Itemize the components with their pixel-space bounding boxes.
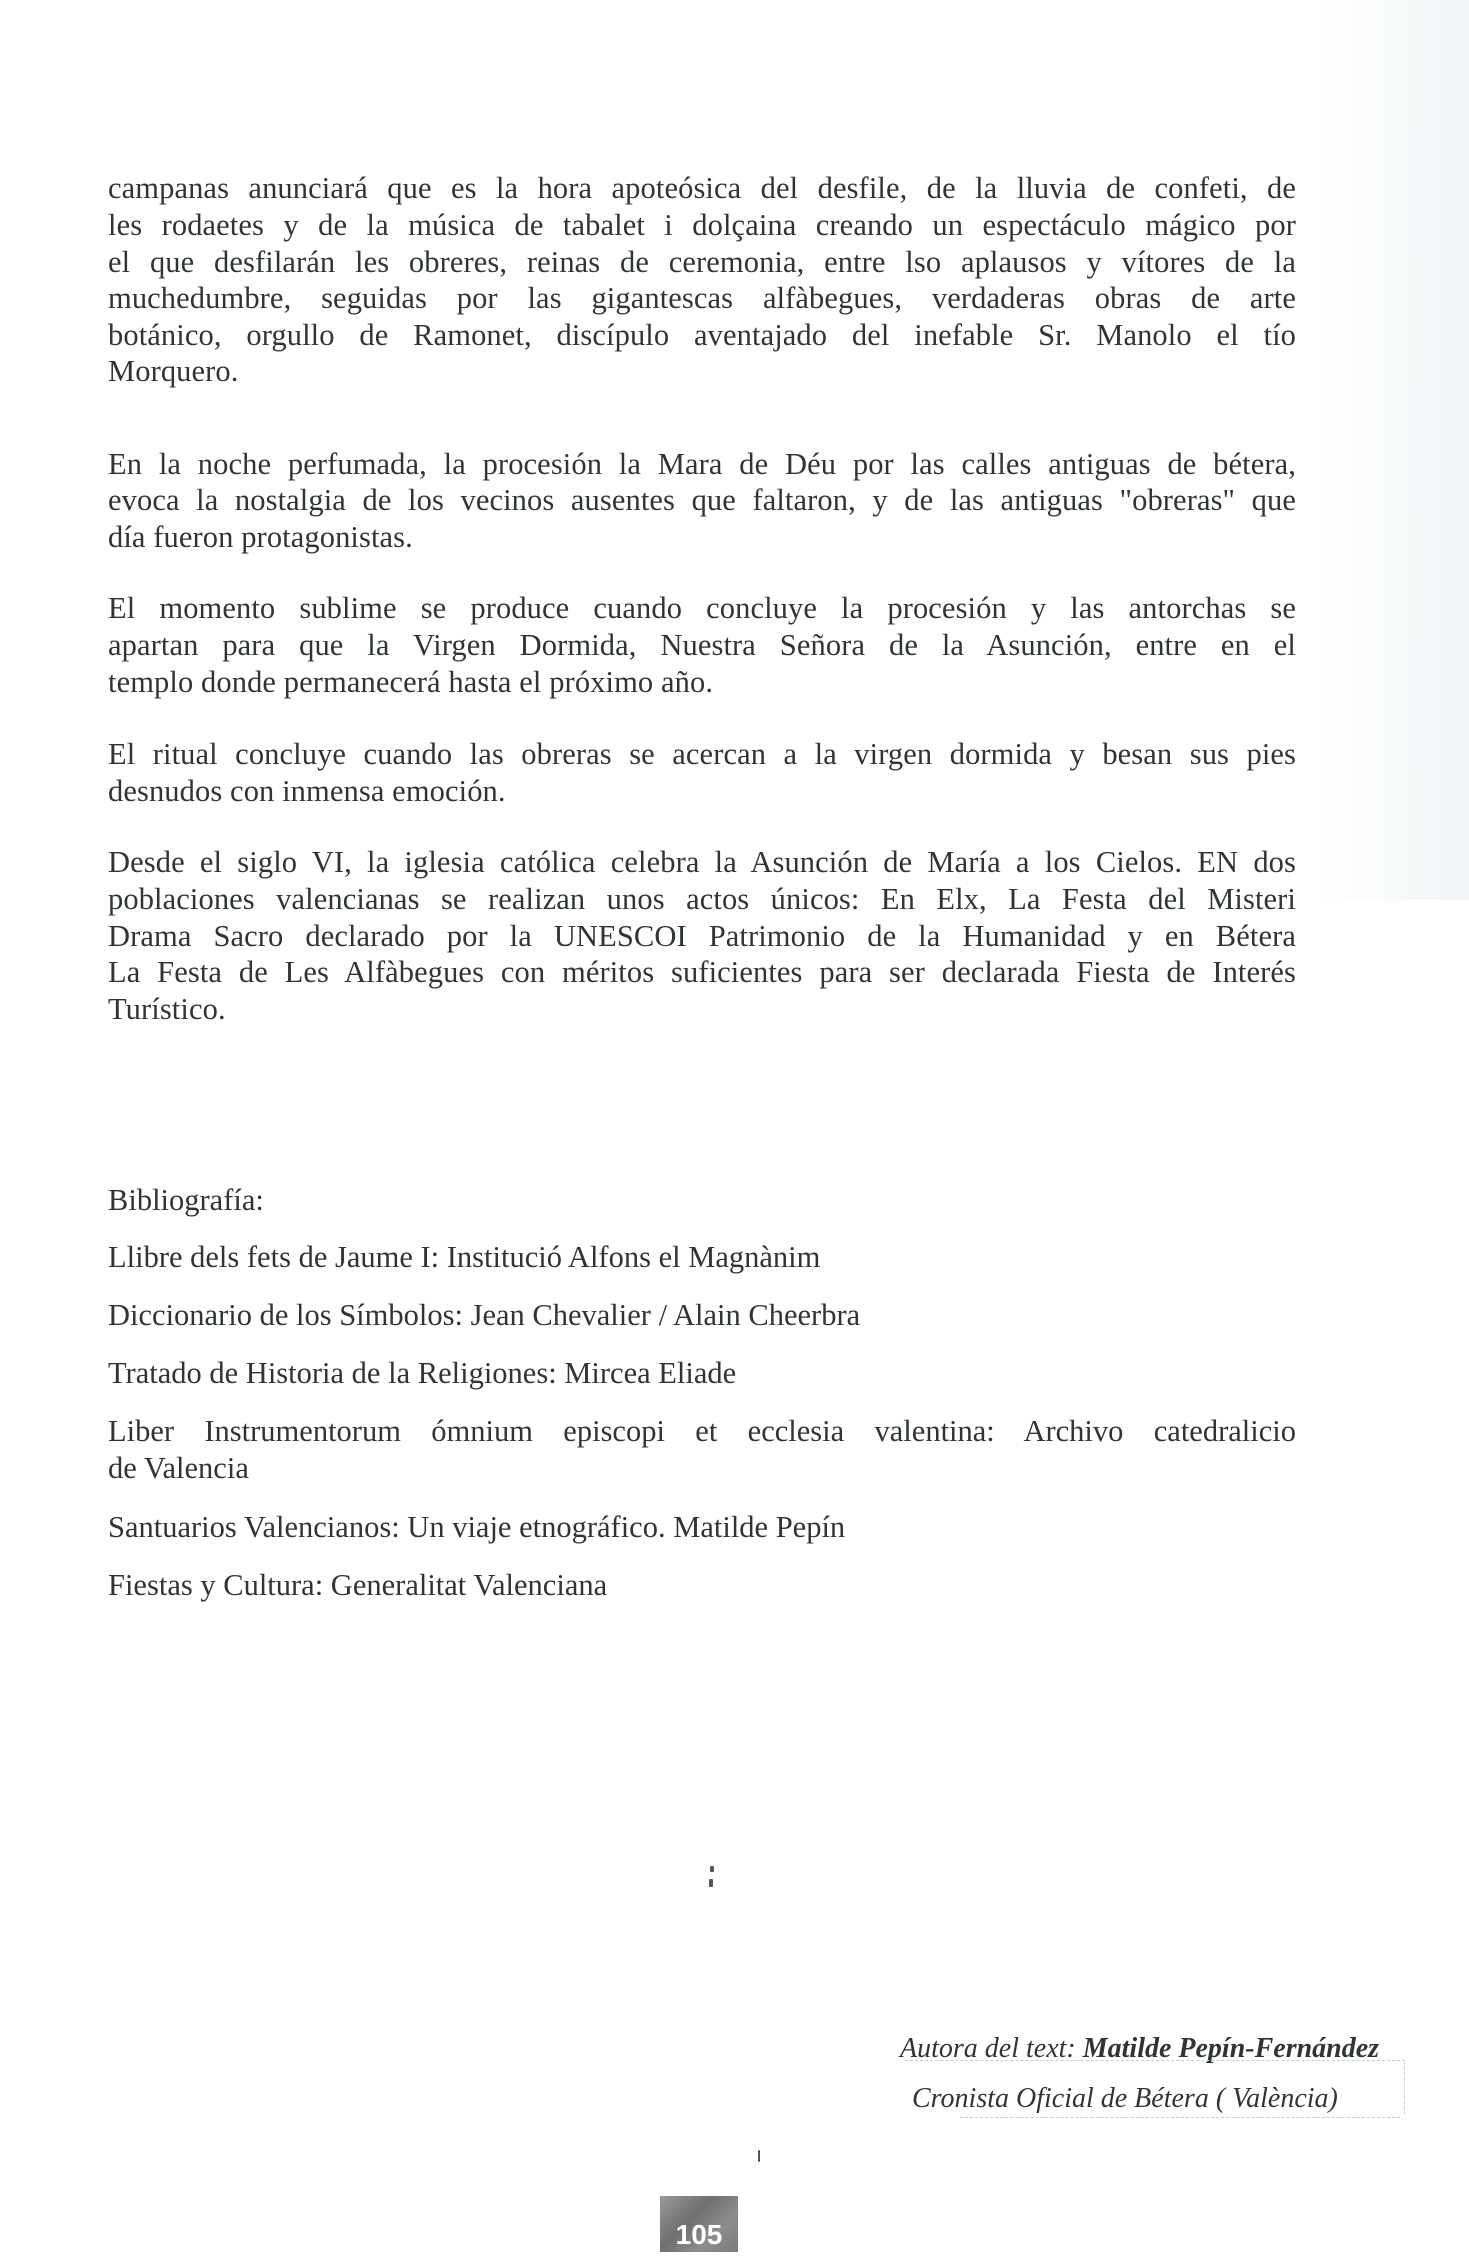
bibliography-item: Tratado de Historia de la Religiones: Mircea Eliade xyxy=(108,1356,737,1390)
text-line: En la noche perfumada, la procesión la Mara de Déu por las calles antiguas de bétera, xyxy=(108,447,1296,481)
text-line: el que desfilarán les obreres, reinas de ceremonia, entre lso aplausos y vítores de la xyxy=(108,245,1296,279)
text-line: poblaciones valencianas se realizan unos actos únicos: En Elx, La Festa del Misteri xyxy=(108,882,1296,916)
author-label: Autora del text: xyxy=(900,2033,1076,2064)
bibliography-item: Fiestas y Cultura: Generalitat Valenciana xyxy=(108,1568,608,1602)
text-line: Turístico. xyxy=(108,992,226,1026)
text-line: les rodaetes y de la música de tabalet i dolçaina creando un espectáculo mágico por xyxy=(108,208,1296,242)
text-line: La Festa de Les Alfàbegues con méritos suficientes para ser declarada Fiesta de Interés xyxy=(108,955,1296,989)
bibliography-item-continued: de Valencia xyxy=(108,1451,249,1485)
bibliography-item: Santuarios Valencianos: Un viaje etnográfico. Matilde Pepín xyxy=(108,1510,846,1544)
scan-mark xyxy=(709,1879,713,1887)
bibliography-item: Llibre dels fets de Jaume I: Institució Alfons el Magnànim xyxy=(108,1240,821,1274)
text-line: templo donde permanecerá hasta el próximo año. xyxy=(108,665,714,699)
text-line: campanas anunciará que es la hora apoteósica del desfile, de la lluvia de confeti, de xyxy=(108,171,1296,205)
text-line: desnudos con inmensa emoción. xyxy=(108,774,506,808)
text-line: botánico, orgullo de Ramonet, discípulo aventajado del inefable Sr. Manolo el tío xyxy=(108,318,1296,352)
text-line: El ritual concluye cuando las obreras se acercan a la virgen dormida y besan sus pies xyxy=(108,737,1296,771)
bibliography-item: Liber Instrumentorum ómnium episcopi et ecclesia valentina: Archivo catedralicio xyxy=(108,1414,1296,1448)
scan-texture xyxy=(1319,0,1469,900)
text-line: Desde el siglo VI, la iglesia católica celebra la Asunción de María a los Cielos. EN dos xyxy=(108,845,1296,879)
bibliography-heading: Bibliografía: xyxy=(108,1183,264,1217)
author-name: Matilde Pepín-Fernández xyxy=(1082,2033,1380,2064)
page-number: 105 xyxy=(660,2196,738,2252)
scan-mark xyxy=(758,2150,760,2162)
bibliography-item: Diccionario de los Símbolos: Jean Chevalier / Alain Cheerbra xyxy=(108,1298,861,1332)
text-line: día fueron protagonistas. xyxy=(108,520,413,554)
divider xyxy=(905,2060,1405,2061)
text-line: evoca la nostalgia de los vecinos ausentes que faltaron, y de las antiguas "obreras" que xyxy=(108,483,1296,517)
text-line: El momento sublime se produce cuando concluye la procesión y las antorchas se xyxy=(108,591,1296,625)
text-line: Drama Sacro declarado por la UNESCOI Patrimonio de la Humanidad y en Bétera xyxy=(108,919,1296,953)
author-role: Cronista Oficial de Bétera ( València) xyxy=(912,2083,1338,2114)
divider xyxy=(960,2117,1400,2118)
scan-mark xyxy=(710,1866,714,1872)
text-line: Morquero. xyxy=(108,354,239,388)
text-line: muchedumbre, seguidas por las gigantescas alfàbegues, verdaderas obras de arte xyxy=(108,281,1296,315)
divider xyxy=(1404,2062,1405,2114)
text-line: apartan para que la Virgen Dormida, Nuestra Señora de la Asunción, entre en el xyxy=(108,628,1296,662)
